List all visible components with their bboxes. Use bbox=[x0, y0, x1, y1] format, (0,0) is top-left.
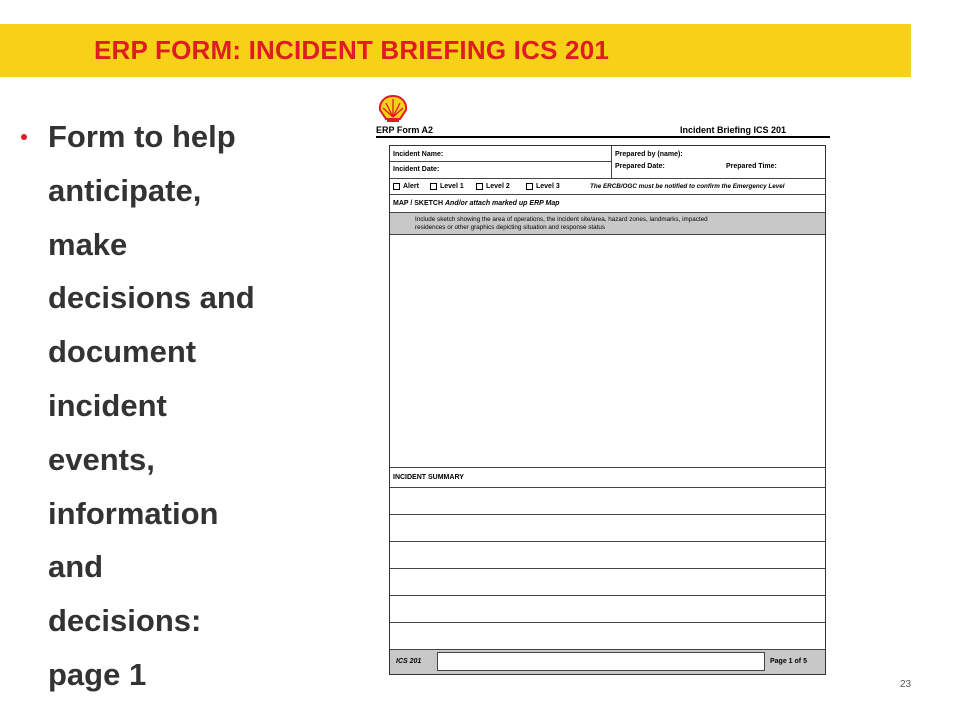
bullet-line: page 1 bbox=[48, 656, 147, 692]
level-3-label: Level 3 bbox=[536, 183, 560, 190]
summary-rule bbox=[390, 595, 825, 596]
bullet-line: information bbox=[48, 495, 219, 531]
level-1-checkbox bbox=[430, 183, 437, 190]
title-bar bbox=[0, 24, 911, 77]
footer-left-label: ICS 201 bbox=[396, 658, 422, 665]
summary-rule bbox=[390, 622, 825, 623]
divider bbox=[390, 487, 825, 488]
footer-box bbox=[437, 652, 765, 671]
map-sketch-note: And/or attach marked up ERP Map bbox=[445, 200, 560, 207]
map-instructions-line-2: residences or other graphics depicting situation and response status bbox=[415, 224, 606, 231]
prepared-date-label: Prepared Date: bbox=[615, 163, 665, 170]
divider bbox=[611, 146, 612, 178]
divider bbox=[390, 234, 825, 235]
divider bbox=[390, 194, 825, 195]
header-rule bbox=[376, 136, 830, 138]
divider bbox=[390, 467, 825, 468]
summary-rule bbox=[390, 568, 825, 569]
level-1-label: Level 1 bbox=[440, 183, 464, 190]
level-2-checkbox bbox=[476, 183, 483, 190]
bullet-line: decisions and bbox=[48, 280, 255, 316]
form-title: Incident Briefing ICS 201 bbox=[680, 125, 787, 135]
notify-note: The ERCB/OGC must be notified to confirm the Emergency Level bbox=[590, 183, 785, 190]
alert-checkbox bbox=[393, 183, 400, 190]
divider bbox=[390, 178, 825, 179]
alert-label: Alert bbox=[403, 183, 419, 190]
bullet-line: and bbox=[48, 549, 104, 585]
slide-page-number: 23 bbox=[900, 679, 912, 690]
summary-rule bbox=[390, 541, 825, 542]
prepared-by-label: Prepared by (name): bbox=[615, 151, 683, 158]
slide-title: ERP FORM: INCIDENT BRIEFING ICS 201 bbox=[94, 35, 610, 65]
prepared-time-label: Prepared Time: bbox=[726, 163, 777, 170]
summary-rule bbox=[390, 514, 825, 515]
incident-date-label: Incident Date: bbox=[393, 166, 440, 173]
bullet-text bbox=[48, 110, 255, 702]
bullet-dot-icon bbox=[21, 134, 27, 140]
level-2-label: Level 2 bbox=[486, 183, 510, 190]
bullet-line: incident bbox=[48, 387, 167, 423]
footer-page-label: Page 1 of 5 bbox=[770, 658, 807, 665]
bullet-line: Form to help bbox=[48, 119, 236, 154]
level-3-checkbox bbox=[526, 183, 533, 190]
bullet-line: make bbox=[48, 226, 128, 262]
form-image bbox=[372, 95, 832, 680]
incident-name-label: Incident Name: bbox=[393, 151, 444, 158]
form-sheet bbox=[389, 145, 826, 675]
bullet-line: decisions: bbox=[48, 603, 202, 639]
divider bbox=[390, 161, 611, 162]
incident-summary-heading: INCIDENT SUMMARY bbox=[393, 474, 464, 481]
bullet-line: anticipate, bbox=[48, 172, 202, 208]
map-instructions-line-1: Include sketch showing the area of operations, the incident site/area, hazard zones, landmarks, impacted bbox=[415, 216, 708, 223]
map-sketch-title: MAP / SKETCH bbox=[393, 200, 444, 207]
form-label: ERP Form A2 bbox=[376, 125, 434, 135]
map-sketch-heading bbox=[393, 200, 559, 207]
bullet-line: document bbox=[48, 334, 197, 370]
bullet-line: events, bbox=[48, 441, 155, 477]
shell-logo-icon bbox=[378, 95, 408, 123]
